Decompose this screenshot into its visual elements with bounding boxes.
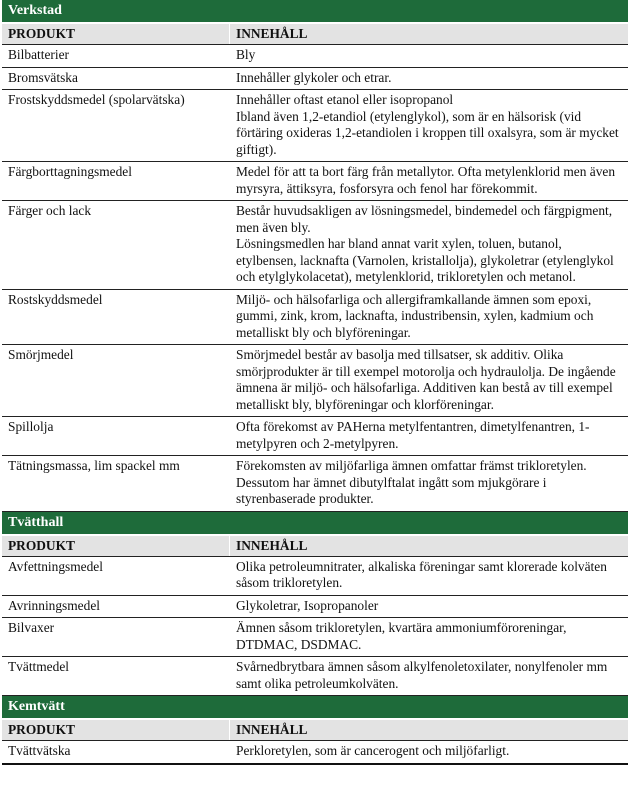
content-cell: Glykoletrar, Isopropanoler [236, 597, 379, 613]
table-row [2, 741, 628, 765]
product-cell: Rostskyddsmedel [2, 290, 230, 345]
content-cell: Perkloretylen, som är cancerogent och miljöfarligt. [236, 743, 510, 758]
section-verkstad [2, 0, 628, 512]
column-header-row [2, 536, 628, 557]
table-row [2, 345, 628, 417]
column-header-content: INNEHÅLL [236, 26, 308, 41]
table-row [2, 456, 628, 512]
content-cell: Smörjmedel består av basolja med tillsatser, sk additiv. Olika smörjprodukter är till exempel motorolja och hydraulolja. De ingående ämnena är miljö- och hälsofarliga. Additiven kan bestå av till exempel metalliskt bly, blyföreningar och klorföreningar. [236, 347, 616, 412]
chemical-products-table [2, 0, 628, 765]
column-header-content: INNEHÅLL [236, 537, 308, 553]
content-cell: Innehåller oftast etanol eller isopropanol Ibland även 1,2-etandiol (etylenglykol), som är en hälsorisk (vid förtäring oxideras 1,2-etandiolen i kroppen till oxalsyra, som är mycket giftigt). [236, 92, 619, 157]
section-tvatthall [2, 512, 628, 697]
product-cell: Tvättmedel [2, 657, 230, 695]
product-cell: Avfettningsmedel [2, 557, 230, 595]
product-cell: Tätningsmassa, lim spackel mm [2, 456, 230, 511]
section-title: Kemtvätt [2, 696, 628, 720]
product-cell: Smörjmedel [2, 345, 230, 416]
content-cell: Svårnedbrytbara ämnen såsom alkylfenoletoxilater, nonylfenoler mm samt olika petroleumkolväten. [236, 659, 608, 691]
product-cell: Bromsvätska [2, 68, 230, 90]
column-header-product: PRODUKT [2, 24, 230, 44]
product-cell: Bilbatterier [2, 45, 230, 67]
section-title: Verkstad [2, 0, 628, 24]
content-cell: Miljö- och hälsofarliga och allergiframkallande ämnen som epoxi, gummi, zink, krom, lacknafta, industribensin, xylen, kadmium och metalliskt bly och blyföreningar. [236, 291, 594, 340]
content-cell: Ämnen såsom trikloretylen, kvartära ammoniumföroreningar, DTDMAC, DSDMAC. [236, 620, 567, 652]
table-row [2, 162, 628, 201]
table-row [2, 618, 628, 657]
section-kemtvatt [2, 696, 628, 765]
column-header-product: PRODUKT [2, 720, 230, 740]
product-cell: Frostskyddsmedel (spolarvätska) [2, 90, 230, 161]
product-cell: Färgborttagningsmedel [2, 162, 230, 200]
product-cell: Bilvaxer [2, 618, 230, 656]
content-cell: Består huvudsakligen av lösningsmedel, bindemedel och färgpigment, men även bly. Lösningsmedlen har bland annat varit xylen, toluen, butanol, etylbensen, lacknafta (Varnolen, kristallolja), glykoletrar (etylenglykol och etylglykolacetat), metylenklorid, trikloretylen och metanol. [236, 203, 614, 284]
column-header-content: INNEHÅLL [236, 722, 308, 737]
table-row [2, 596, 628, 619]
product-cell: Tvättvätska [2, 741, 230, 763]
table-row [2, 201, 628, 290]
content-cell: Medel för att ta bort färg från metallytor. Ofta metylenklorid men även myrsyra, ättiksyra, fosforsyra och fenol har förekommit. [236, 164, 616, 196]
product-cell: Färger och lack [2, 201, 230, 289]
section-title: Tvätthall [2, 512, 628, 536]
product-cell: Avrinningsmedel [2, 596, 230, 618]
content-cell: Innehåller glykoler och etrar. [236, 69, 392, 85]
column-header-row [2, 24, 628, 45]
table-row [2, 290, 628, 346]
content-cell: Förekomsten av miljöfarliga ämnen omfattar främst trikloretylen. Dessutom har ämnet dibutylftalat ingått som mjukgörare i styrenbaserade produkter. [236, 458, 587, 506]
column-header-row [2, 720, 628, 741]
table-row [2, 657, 628, 696]
product-cell: Spillolja [2, 417, 230, 455]
content-cell: Ofta förekomst av PAHerna metylfentantren, dimetylfenantren, 1-metylpyren och 2-metylpyren. [236, 419, 590, 451]
table-row [2, 45, 628, 68]
content-cell: Bly [236, 47, 256, 62]
table-row [2, 90, 628, 162]
content-cell: Olika petroleumnitrater, alkaliska föreningar samt klorerade kolväten såsom trikloretylen. [236, 558, 607, 590]
column-header-product: PRODUKT [2, 536, 230, 556]
table-row [2, 557, 628, 596]
table-row [2, 68, 628, 91]
table-row [2, 417, 628, 456]
